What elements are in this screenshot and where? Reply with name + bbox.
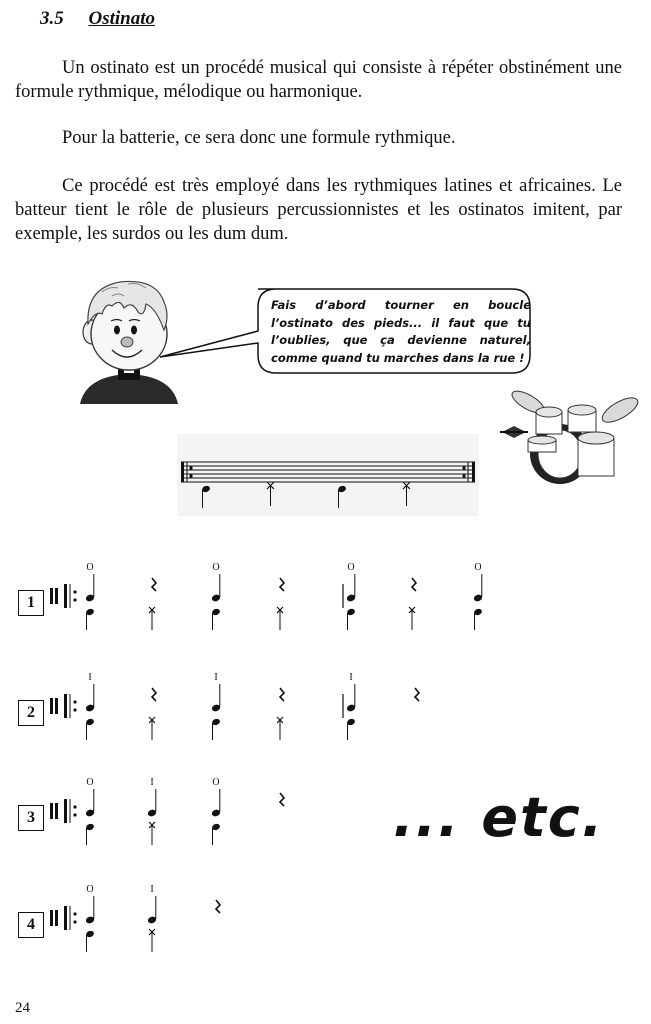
exercise-2-staff: [48, 670, 453, 760]
quarter-rest: [152, 688, 156, 701]
quarter-rest: [412, 578, 416, 591]
articulation-marking: O: [212, 777, 220, 788]
ostinato-feet-staff: [177, 434, 479, 516]
etc-text: ... etc.: [393, 786, 605, 849]
articulation-marking: O: [474, 562, 482, 573]
paragraph-definition: Un ostinato est un procédé musical qui consiste à répéter obstinément une formule rythmique, mélodique ou harmonique.: [15, 58, 622, 102]
quarter-rest: [216, 900, 220, 913]
paragraph-latin: Ce procédé est très employé dans les rythmiques latines et africaines. Le batteur tient le rôle de plusieurs percussionnistes et les ostinatos imitent, par exemple, les surdos ou les dum dum.: [15, 176, 622, 244]
exercise-1-staff: [48, 560, 558, 650]
articulation-marking: O: [86, 884, 94, 895]
articulation-marking: I: [150, 884, 154, 895]
exercise-number-box: 1: [18, 590, 44, 616]
exercise-number-box: 3: [18, 805, 44, 831]
section-title: Ostinato: [88, 8, 156, 29]
articulation-marking: O: [212, 562, 220, 573]
articulation-marking: O: [86, 562, 94, 573]
speech-bubble-text: Fais d’abord tourner en boucle l’ostinato des pieds... il faut que tu l’oublies, que ça devienne naturel, comme quand tu marches dans la rue !: [271, 298, 531, 365]
quarter-rest: [280, 578, 284, 591]
page-number: 24: [15, 1000, 30, 1016]
quarter-rest: [280, 688, 284, 701]
articulation-marking: I: [150, 777, 154, 788]
section-number: 3.5: [40, 8, 64, 29]
articulation-marking: I: [214, 672, 218, 683]
quarter-rest: [152, 578, 156, 591]
drum-kit-illustration: [498, 388, 643, 485]
section-heading: [40, 8, 155, 30]
quarter-rest: [280, 793, 284, 806]
exercise-number-box: 4: [18, 912, 44, 938]
paragraph-drums: Pour la batterie, ce sera donc une formule rythmique.: [62, 128, 456, 148]
quarter-rest: [415, 688, 419, 701]
articulation-marking: I: [349, 672, 353, 683]
exercise-number-box: 2: [18, 700, 44, 726]
articulation-marking: I: [88, 672, 92, 683]
articulation-marking: O: [86, 777, 94, 788]
exercise-4-staff: [48, 882, 248, 972]
articulation-marking: O: [347, 562, 355, 573]
exercise-3-staff: [48, 775, 348, 865]
